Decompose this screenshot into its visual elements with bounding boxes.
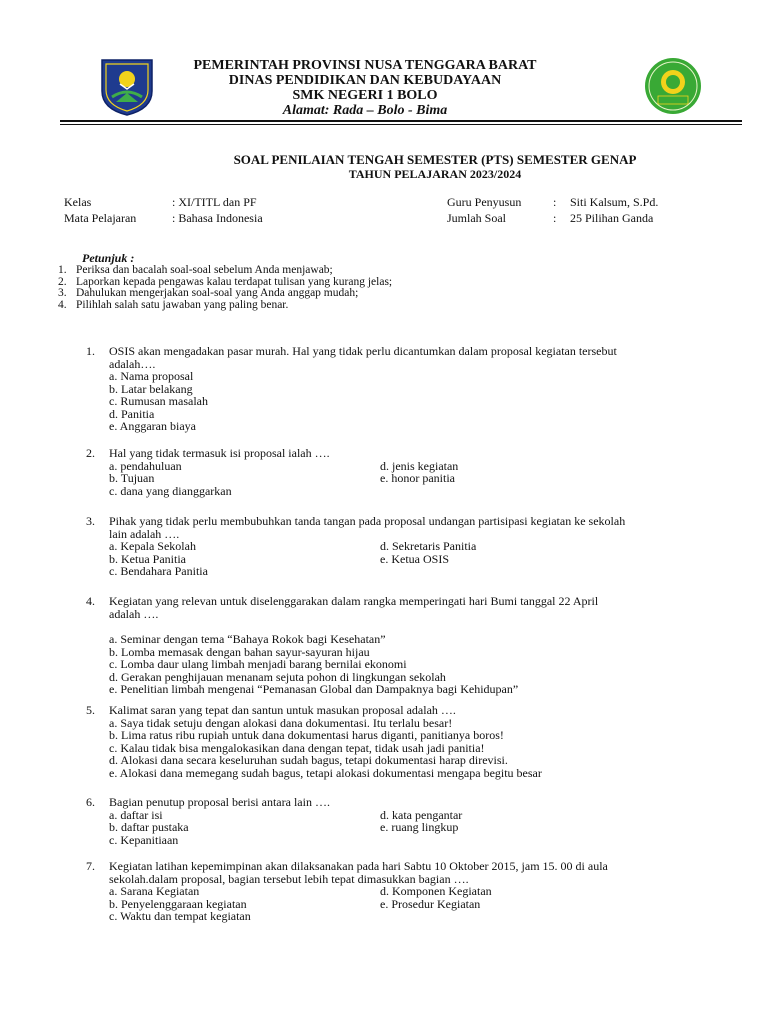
- info-jumlah-colon: :: [553, 211, 557, 225]
- answer-option: a. Kepala Sekolah: [109, 539, 196, 553]
- header-department: DINAS PENDIDIKAN DAN KEBUDAYAAN: [228, 73, 502, 88]
- answer-option: a. Nama proposal: [109, 369, 194, 383]
- answer-option: c. Kalau tidak bisa mengalokasikan dana dengan tepat, tidak usah jadi panitia!: [109, 740, 485, 755]
- answer-option: a. daftar isi: [109, 807, 163, 822]
- answer-option: b. Latar belakang: [109, 381, 193, 396]
- answer-option: e. ruang lingkup: [380, 820, 459, 834]
- petunjuk-title: Petunjuk :: [82, 251, 135, 265]
- answer-option: a. Seminar dengan tema “Bahaya Rokok bagi Kesehatan”: [109, 632, 386, 646]
- answer-option: e. Ketua OSIS: [380, 551, 449, 566]
- answer-option: c. Bendahara Panitia: [109, 564, 208, 578]
- info-mapel-value: : Bahasa Indonesia: [172, 211, 263, 225]
- petunjuk-item: [58, 265, 748, 277]
- info-guru-value: Siti Kalsum, S.Pd.: [570, 195, 659, 209]
- info-guru-colon: :: [553, 195, 557, 209]
- answer-option: c. Waktu dan tempat kegiatan: [109, 909, 251, 923]
- question-number: 4.: [86, 594, 95, 608]
- answer-option: d. Komponen Kegiatan: [380, 884, 492, 898]
- answer-option: e. honor panitia: [380, 471, 455, 485]
- header-government: PEMERINTAH PROVINSI NUSA TENGGARA BARAT: [193, 58, 537, 73]
- petunjuk-text: Dahulukan mengerjakan soal-soal yang Anda anggap mudah;: [76, 287, 359, 299]
- header-divider: [60, 120, 742, 122]
- answer-option: d. Gerakan penghijauan menanam sejuta pohon di lingkungan sekolah: [109, 669, 446, 684]
- exam-title: SOAL PENILAIAN TENGAH SEMESTER (PTS) SEMESTER GENAP: [233, 152, 637, 167]
- question-text: sekolah.dalam proposal, bagian tersebut lebih tepat dimasukkan bagian ….: [109, 871, 469, 886]
- answer-option: b. Ketua Panitia: [109, 551, 186, 566]
- info-mapel-label: Mata Pelajaran: [64, 211, 137, 225]
- question-number: 7.: [86, 859, 95, 873]
- answer-option: b. Tujuan: [109, 471, 155, 485]
- answer-option: b. Lima ratus ribu rupiah untuk dana dokumentasi harus diganti, panitianya boros!: [109, 728, 504, 742]
- question-number: 2.: [86, 446, 95, 460]
- petunjuk-item: [58, 300, 748, 312]
- answer-option: b. Lomba memasak dengan bahan sayur-sayuran hijau: [109, 644, 370, 659]
- header-address: Alamat: Rada – Bolo - Bima: [282, 103, 448, 118]
- question-text: Pihak yang tidak perlu membubuhkan tanda tangan pada proposal undangan partisipasi kegiatan ke sekolah: [109, 514, 626, 528]
- question-text: adalah….: [109, 356, 156, 371]
- info-jumlah-value: 25 Pilihan Ganda: [570, 211, 654, 225]
- petunjuk-number: 1.: [58, 264, 67, 276]
- petunjuk-item: [58, 288, 748, 300]
- school-logo-icon: [634, 56, 712, 116]
- question-text: lain adalah ….: [109, 526, 180, 541]
- answer-option: b. daftar pustaka: [109, 820, 189, 834]
- answer-option: d. kata pengantar: [380, 807, 463, 822]
- info-kelas-label: Kelas: [64, 195, 92, 209]
- question-text: Kalimat saran yang tepat dan santun untuk masukan proposal adalah ….: [109, 703, 456, 717]
- header-divider-thin: [60, 124, 742, 125]
- answer-option: e. Alokasi dana memegang sudah bagus, tetapi alokasi dokumentasi mengapa begitu besar: [109, 765, 542, 780]
- academic-year: TAHUN PELAJARAN 2023/2024: [348, 167, 522, 181]
- info-kelas-value: : XI/TITL dan PF: [172, 195, 257, 209]
- question-text: adalah ….: [109, 606, 159, 621]
- petunjuk-list: [58, 265, 748, 311]
- question-number: 5.: [86, 703, 95, 717]
- info-guru-label: Guru Penyusun: [447, 195, 522, 209]
- answer-option: b. Penyelenggaraan kegiatan: [109, 896, 247, 911]
- header-school: SMK NEGERI 1 BOLO: [292, 88, 438, 103]
- question-text: Kegiatan yang relevan untuk diselenggarakan dalam rangka memperingati hari Bumi tanggal 22 April: [109, 594, 599, 608]
- petunjuk-number: 4.: [58, 298, 67, 311]
- answer-option: c. Rumusan masalah: [109, 394, 208, 408]
- answer-option: d. Sekretaris Panitia: [380, 539, 477, 553]
- letterhead: [150, 58, 580, 119]
- petunjuk-number: 3.: [58, 287, 67, 299]
- question-number: 3.: [86, 514, 95, 528]
- answer-option: d. Panitia: [109, 406, 155, 421]
- answer-option: d. jenis kegiatan: [380, 458, 459, 473]
- question-number: 1.: [86, 344, 95, 358]
- answer-option: e. Anggaran biaya: [109, 419, 196, 433]
- question-number: 6.: [86, 795, 95, 809]
- question-text: Kegiatan latihan kepemimpinan akan dilaksanakan pada hari Sabtu 10 Oktober 2015, jam 15. 00 di aula: [109, 859, 608, 873]
- answer-option: c. Lomba daur ulang limbah menjadi barang bernilai ekonomi: [109, 657, 407, 671]
- answer-option: a. Saya tidak setuju dengan alokasi dana dokumentasi. Itu terlalu besar!: [109, 715, 453, 730]
- question-text: Bagian penutup proposal berisi antara lain ….: [109, 795, 330, 809]
- answer-option: a. Sarana Kegiatan: [109, 884, 200, 898]
- petunjuk-text: Pilihlah salah satu jawaban yang paling benar.: [76, 298, 289, 311]
- answer-option: c. dana yang dianggarkan: [109, 483, 232, 498]
- answer-option: e. Penelitian limbah mengenai “Pemanasan Global dan Dampaknya bagi Kehidupan”: [109, 682, 519, 696]
- question-text: Hal yang tidak termasuk isi proposal ialah ….: [109, 446, 330, 460]
- answer-option: c. Kepanitiaan: [109, 832, 179, 847]
- petunjuk-number: 2.: [58, 275, 67, 288]
- answer-option: e. Prosedur Kegiatan: [380, 896, 481, 911]
- question-text: OSIS akan mengadakan pasar murah. Hal yang tidak perlu dicantumkan dalam proposal kegiatan tersebut: [109, 344, 617, 358]
- answer-option: a. pendahuluan: [109, 458, 182, 473]
- petunjuk-text: Periksa dan bacalah soal-soal sebelum Anda menjawab;: [76, 264, 333, 276]
- answer-option: d. Alokasi dana secara keseluruhan sudah bagus, tetapi dokumentasi harap direvisi.: [109, 753, 508, 767]
- info-jumlah-label: Jumlah Soal: [447, 211, 506, 225]
- provinsi-logo-icon: [98, 57, 156, 117]
- petunjuk-text: Laporkan kepada pengawas kalau terdapat tulisan yang kurang jelas;: [76, 275, 393, 288]
